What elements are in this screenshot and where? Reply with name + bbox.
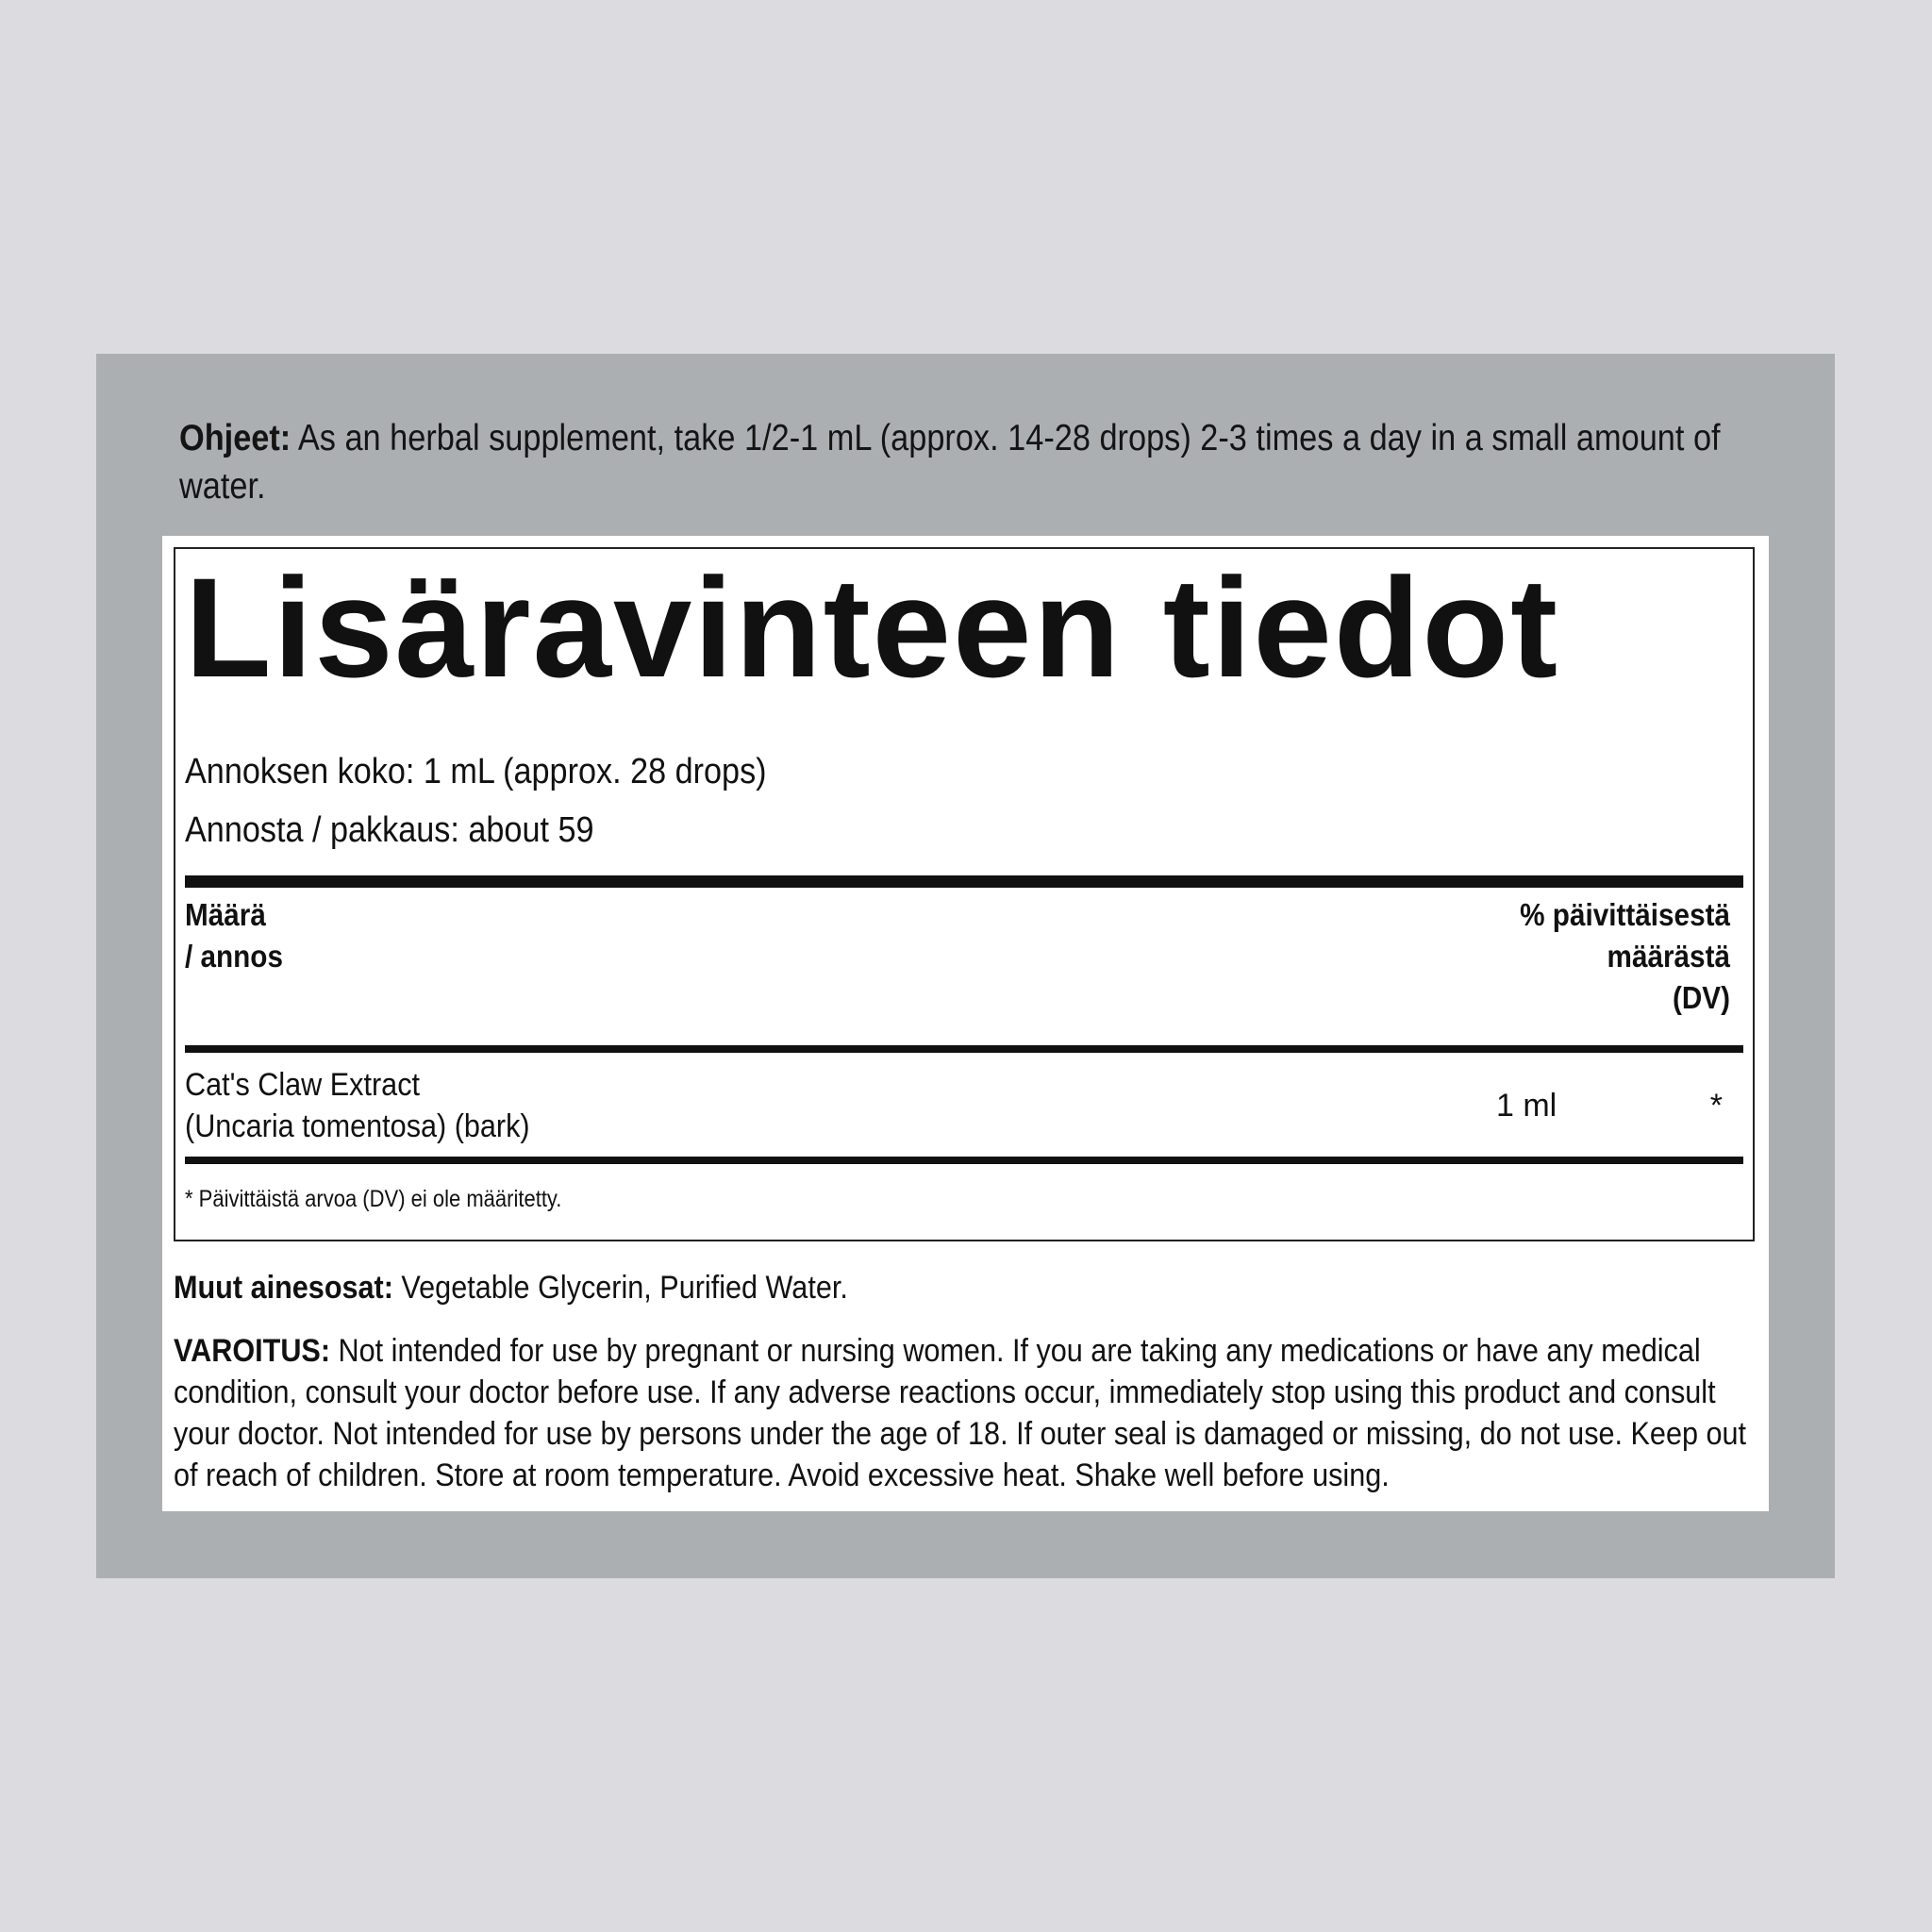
ingredient-name-line1: Cat's Claw Extract <box>185 1067 421 1103</box>
ingredient-name-line2: (Uncaria tomentosa) (bark) <box>185 1108 530 1144</box>
serving-size: Annoksen koko: 1 mL (approx. 28 drops) <box>185 752 767 791</box>
facts-title: Lisäravinteen tiedot <box>185 548 1560 707</box>
warning-label: VAROITUS: <box>174 1333 331 1369</box>
amount-per-serving-header <box>185 894 283 977</box>
header-left-line2: / annos <box>185 939 283 974</box>
directions-label: Ohjeet: <box>179 418 291 458</box>
supplement-facts-box <box>162 536 1769 1511</box>
other-ingredients <box>174 1267 848 1308</box>
directions-text <box>179 414 1765 510</box>
dv-footnote: * Päivittäistä arvoa (DV) ei ole määritetty. <box>185 1186 562 1212</box>
warning-text: Not intended for use by pregnant or nursing women. If you are taking any medications or have any medical condition, consult your doctor before use. If any adverse reactions occur, immediately stop using this product and consult your doctor. Not intended for use by persons under the age of 18. If outer seal is damaged or missing, do not use. Keep out of reach of children. Store at room temperature. Avoid excessive heat. Shake well before using. <box>174 1333 1747 1493</box>
facts-frame <box>174 547 1755 1241</box>
ingredient-dv: * <box>1709 1088 1723 1124</box>
other-ingredients-text: Vegetable Glycerin, Purified Water. <box>392 1270 848 1306</box>
other-ingredients-label: Muut ainesosat: <box>174 1270 393 1306</box>
daily-value-header <box>1391 894 1730 1019</box>
header-right-line1: % päivittäisestä <box>1520 897 1730 932</box>
header-left-line1: Määrä <box>185 897 266 932</box>
ingredient-name <box>185 1064 530 1147</box>
header-divider <box>185 1045 1743 1053</box>
ingredient-amount: 1 ml <box>1496 1088 1557 1124</box>
header-right-line2: määrästä <box>1607 939 1730 974</box>
directions-body: As an herbal supplement, take 1/2-1 mL (approx. 14-28 drops) 2-3 times a day in a small amount of water. <box>179 418 1721 507</box>
warning <box>174 1330 1757 1496</box>
label-panel <box>96 354 1835 1578</box>
thick-divider <box>185 875 1743 888</box>
bottom-divider <box>185 1157 1743 1164</box>
header-right-line3: (DV) <box>1672 980 1730 1015</box>
servings-per-container: Annosta / pakkaus: about 59 <box>185 810 594 850</box>
